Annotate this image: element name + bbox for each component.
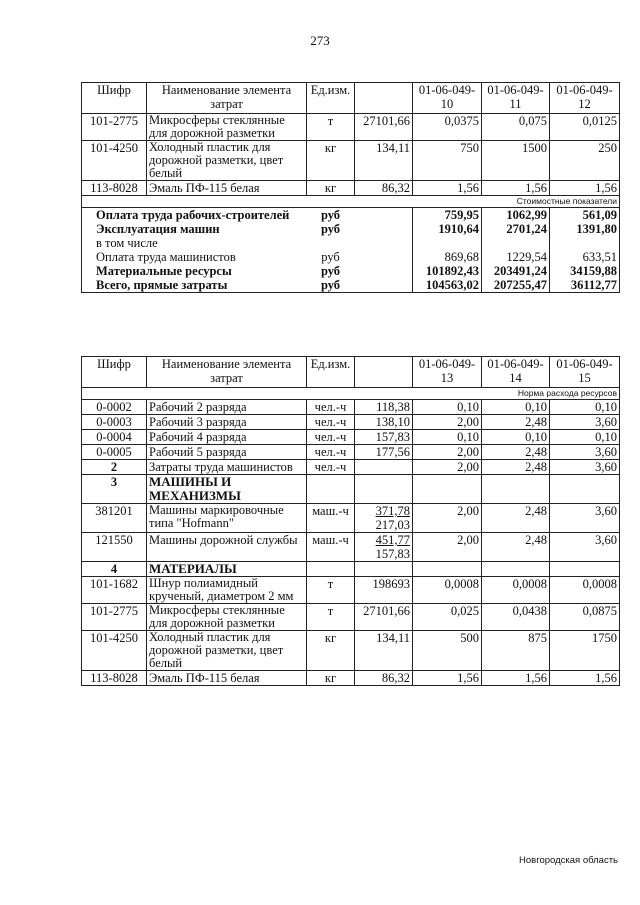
row-value: 1,56 (550, 181, 620, 196)
row-value: 3,60 (550, 415, 620, 430)
norm-caption-row (82, 388, 620, 400)
summary-value: 34159,88 (550, 264, 620, 278)
table-header-row (82, 83, 620, 114)
table-row (82, 631, 620, 671)
page-number: 273 (310, 33, 330, 48)
row-value: 1750 (550, 631, 620, 671)
row-value: 2,48 (482, 445, 550, 460)
table-row (82, 430, 620, 445)
row-value: 0,0008 (413, 577, 482, 604)
summary-value: 561,09 (550, 208, 620, 223)
row-value: 0,10 (482, 400, 550, 415)
summary-value: 207255,47 (482, 278, 550, 293)
section-number: 4 (82, 562, 147, 577)
row-price: 134,11 (355, 141, 413, 181)
row-value: 0,0008 (550, 577, 620, 604)
header-price (355, 83, 413, 114)
row-value: 0,10 (550, 400, 620, 415)
table-row (82, 114, 620, 141)
header-col: 01-06-049-13 (413, 357, 482, 388)
row-value: 1500 (482, 141, 550, 181)
row-unit: чел.-ч (307, 460, 355, 475)
row-value: 2,48 (482, 415, 550, 430)
summary-row (82, 278, 620, 293)
summary-value: 101892,43 (413, 264, 482, 278)
row-unit: маш.-ч (307, 504, 355, 533)
table-row (82, 460, 620, 475)
summary-value: 2701,24 (482, 222, 550, 236)
summary-name: Эксплуатация машин (82, 222, 307, 236)
row-value: 2,00 (413, 504, 482, 533)
row-price: 138,10 (355, 415, 413, 430)
row-value: 3,60 (550, 445, 620, 460)
table-row (82, 445, 620, 460)
row-code: 113-8028 (82, 181, 147, 196)
summary-name: Оплата труда рабочих-строителей (82, 208, 307, 223)
summary-row (82, 264, 620, 278)
row-name: Затраты труда машинистов (147, 460, 307, 475)
summary-name: Оплата труда машинистов (82, 250, 307, 264)
section-title: МАШИНЫ И МЕХАНИЗМЫ (147, 475, 307, 504)
row-value: 2,48 (482, 504, 550, 533)
summary-value: 869,68 (413, 250, 482, 264)
row-value: 2,00 (413, 415, 482, 430)
row-name: Машины маркировочные типа "Hofmann" (147, 504, 307, 533)
row-code: 121550 (82, 533, 147, 562)
row-name: Рабочий 2 разряда (147, 400, 307, 415)
row-price: 134,11 (355, 631, 413, 671)
header-name: Наименование элемента затрат (147, 83, 307, 114)
table-row (82, 415, 620, 430)
row-value: 0,10 (550, 430, 620, 445)
header-unit: Ед.изм. (307, 357, 355, 388)
summary-value: 633,51 (550, 250, 620, 264)
row-price: 118,38 (355, 400, 413, 415)
summary-name: Всего, прямые затраты (82, 278, 307, 293)
row-value: 1,56 (482, 181, 550, 196)
row-value: 1,56 (413, 671, 482, 686)
header-col: 01-06-049-15 (550, 357, 620, 388)
row-value: 0,10 (413, 400, 482, 415)
row-code: 0-0004 (82, 430, 147, 445)
row-code: 101-2775 (82, 114, 147, 141)
summary-value: 759,95 (413, 208, 482, 223)
row-code: 0-0003 (82, 415, 147, 430)
table-row (82, 533, 620, 562)
row-unit: т (307, 114, 355, 141)
row-price: 86,32 (355, 671, 413, 686)
table-row (82, 671, 620, 686)
summary-value: 36112,77 (550, 278, 620, 293)
summary-value: 1062,99 (482, 208, 550, 223)
section-number: 2 (82, 460, 147, 475)
row-name: Эмаль ПФ-115 белая (147, 671, 307, 686)
section-title: МАТЕРИАЛЫ (147, 562, 307, 577)
table-row (82, 604, 620, 631)
row-value: 3,60 (550, 460, 620, 475)
row-name: Рабочий 3 разряда (147, 415, 307, 430)
row-value: 1,56 (550, 671, 620, 686)
row-name: Рабочий 4 разряда (147, 430, 307, 445)
table-row (82, 400, 620, 415)
row-code: 101-4250 (82, 141, 147, 181)
row-unit: т (307, 577, 355, 604)
header-col: 01-06-049-14 (482, 357, 550, 388)
row-value: 0,0375 (413, 114, 482, 141)
row-price: 451,77 (375, 533, 410, 547)
row-price: 27101,66 (355, 114, 413, 141)
header-col: 01-06-049-12 (550, 83, 620, 114)
row-value: 2,00 (413, 533, 482, 562)
norm-caption: Норма расхода ресурсов (413, 388, 620, 400)
row-value: 2,00 (413, 445, 482, 460)
summary-unit: руб (320, 222, 341, 236)
row-value: 2,00 (413, 460, 482, 475)
row-name: Шнур полиамидный крученый, диаметром 2 мм (147, 577, 307, 604)
row-value: 0,025 (413, 604, 482, 631)
row-code: 0-0002 (82, 400, 147, 415)
table-row (82, 141, 620, 181)
summary-unit: руб (320, 264, 341, 278)
summary-unit: руб (307, 278, 355, 293)
row-value: 0,0125 (550, 114, 620, 141)
header-code: Шифр (82, 83, 147, 114)
summary-value: 203491,24 (482, 264, 550, 278)
summary-value: 104563,02 (413, 278, 482, 293)
row-value: 0,10 (482, 430, 550, 445)
row-name: Холодный пластик для дорожной разметки, цвет белый (147, 141, 307, 181)
table-row (82, 181, 620, 196)
summary-name: в том числе (82, 236, 307, 250)
row-code: 381201 (82, 504, 147, 533)
summary-value: 1391,80 (550, 222, 620, 236)
row-code: 0-0005 (82, 445, 147, 460)
row-price-machinist: 157,83 (375, 547, 410, 561)
row-unit: кг (307, 141, 355, 181)
summary-row (82, 236, 620, 250)
row-value: 1,56 (413, 181, 482, 196)
row-unit: чел.-ч (307, 430, 355, 445)
header-col: 01-06-049-10 (413, 83, 482, 114)
cost-caption: Стоимостные показатели (413, 196, 620, 208)
row-unit: кг (307, 671, 355, 686)
row-code: 113-8028 (82, 671, 147, 686)
summary-unit: руб (307, 208, 355, 223)
summary-value: 1229,54 (482, 250, 550, 264)
row-value: 250 (550, 141, 620, 181)
row-value: 0,075 (482, 114, 550, 141)
table-header-row (82, 357, 620, 388)
row-code: 101-1682 (82, 577, 147, 604)
row-value: 0,0008 (482, 577, 550, 604)
row-unit: чел.-ч (307, 400, 355, 415)
header-name: Наименование элемента затрат (147, 357, 307, 388)
table-row (82, 577, 620, 604)
row-value: 3,60 (550, 533, 620, 562)
row-unit: т (307, 604, 355, 631)
header-price (355, 357, 413, 388)
row-value: 0,10 (413, 430, 482, 445)
row-unit: кг (307, 631, 355, 671)
summary-row (82, 222, 620, 236)
row-code: 101-2775 (82, 604, 147, 631)
header-unit: Ед.изм. (307, 83, 355, 114)
row-name: Эмаль ПФ-115 белая (147, 181, 307, 196)
row-value: 1,56 (482, 671, 550, 686)
row-price: 371,78 (375, 504, 410, 518)
resources-table-2 (81, 356, 620, 686)
row-price: 86,32 (355, 181, 413, 196)
row-price: 157,83 (355, 430, 413, 445)
row-value: 2,48 (482, 460, 550, 475)
row-value: 3,60 (550, 504, 620, 533)
section-header-materials (82, 562, 620, 577)
row-price: 27101,66 (355, 604, 413, 631)
summary-name: Материальные ресурсы (82, 264, 307, 278)
row-value: 2,48 (482, 533, 550, 562)
row-value: 0,0875 (550, 604, 620, 631)
row-name: Микросферы стеклянные для дорожной разметки (147, 114, 307, 141)
row-unit: маш.-ч (307, 533, 355, 562)
summary-value: 1910,64 (413, 222, 482, 236)
footer-region: Новгородская область (519, 855, 618, 866)
row-unit: чел.-ч (307, 445, 355, 460)
row-unit: чел.-ч (307, 415, 355, 430)
cost-caption-row (82, 196, 620, 208)
row-code: 101-4250 (82, 631, 147, 671)
row-price: 198693 (355, 577, 413, 604)
section-number: 3 (82, 475, 147, 504)
row-value: 500 (413, 631, 482, 671)
header-col: 01-06-049-11 (482, 83, 550, 114)
row-price: 177,56 (355, 445, 413, 460)
row-name: Микросферы стеклянные для дорожной разметки (147, 604, 307, 631)
row-price-machinist: 217,03 (375, 518, 410, 532)
row-name: Рабочий 5 разряда (147, 445, 307, 460)
row-value: 875 (482, 631, 550, 671)
row-name: Холодный пластик для дорожной разметки, цвет белый (147, 631, 307, 671)
resources-table-1 (81, 82, 620, 293)
row-value: 0,0438 (482, 604, 550, 631)
row-value: 750 (413, 141, 482, 181)
table-row (82, 504, 620, 533)
header-code: Шифр (82, 357, 147, 388)
summary-row (82, 250, 620, 264)
summary-unit: руб (321, 250, 340, 264)
section-header-machines (82, 475, 620, 504)
row-unit: кг (307, 181, 355, 196)
summary-row (82, 208, 620, 223)
row-name: Машины дорожной службы (147, 533, 307, 562)
